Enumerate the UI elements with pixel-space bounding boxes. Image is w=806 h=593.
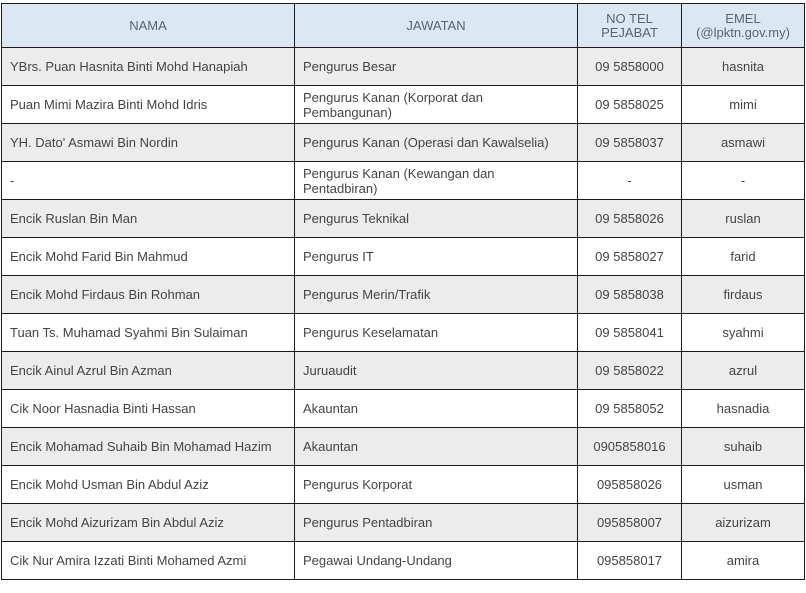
table-row [2,238,805,276]
cell-no-tel: 0905858016 [578,428,682,466]
cell-no-tel: 09 5858025 [578,86,682,124]
header-no-tel-line1: NO TEL [606,10,653,26]
table-row [2,466,805,504]
table-row [2,124,805,162]
cell-no-tel: 09 5858022 [578,352,682,390]
cell-jawatan: Pengurus Teknikal [295,200,578,238]
cell-jawatan: Pengurus Korporat [295,466,578,504]
cell-nama: Encik Ruslan Bin Man [2,200,295,238]
cell-no-tel: 09 5858041 [578,314,682,352]
table-row [2,314,805,352]
cell-jawatan: Pengurus Kanan (Korporat dan Pembangunan) [295,86,578,124]
cell-emel: - [682,162,805,200]
cell-nama: Encik Mohd Usman Bin Abdul Aziz [2,466,295,504]
cell-no-tel: - [578,162,682,200]
table-body [2,48,805,580]
cell-no-tel: 09 5858052 [578,390,682,428]
cell-nama: - [2,162,295,200]
cell-no-tel: 095858026 [578,466,682,504]
header-nama: NAMA [2,4,295,48]
header-emel-line1: EMEL [725,10,761,26]
header-emel [682,4,805,48]
table-row [2,352,805,390]
table-row [2,542,805,580]
cell-jawatan: Pengurus Merin/Trafik [295,276,578,314]
cell-emel: usman [682,466,805,504]
cell-emel: asmawi [682,124,805,162]
cell-jawatan: Juruaudit [295,352,578,390]
table-row [2,162,805,200]
cell-jawatan: Pengurus Keselamatan [295,314,578,352]
table-row [2,86,805,124]
cell-emel: mimi [682,86,805,124]
table-row [2,200,805,238]
cell-emel: aizurizam [682,504,805,542]
header-no-tel-line2: PEJABAT [601,24,658,40]
cell-no-tel: 09 5858027 [578,238,682,276]
cell-nama: Cik Noor Hasnadia Binti Hassan [2,390,295,428]
header-no-tel [578,4,682,48]
cell-no-tel: 09 5858037 [578,124,682,162]
cell-emel: amira [682,542,805,580]
table-row [2,428,805,466]
table-row [2,504,805,542]
cell-no-tel: 095858017 [578,542,682,580]
header-emel-line2: (@lpktn.gov.my) [696,24,790,40]
cell-emel: firdaus [682,276,805,314]
cell-emel: hasnadia [682,390,805,428]
cell-nama: Encik Ainul Azrul Bin Azman [2,352,295,390]
cell-emel: syahmi [682,314,805,352]
cell-emel: azrul [682,352,805,390]
cell-nama: Puan Mimi Mazira Binti Mohd Idris [2,86,295,124]
cell-nama: Tuan Ts. Muhamad Syahmi Bin Sulaiman [2,314,295,352]
cell-nama: Encik Mohd Firdaus Bin Rohman [2,276,295,314]
cell-nama: YH. Dato' Asmawi Bin Nordin [2,124,295,162]
cell-nama: Encik Mohamad Suhaib Bin Mohamad Hazim [2,428,295,466]
cell-nama: YBrs. Puan Hasnita Binti Mohd Hanapiah [2,48,295,86]
table-row [2,48,805,86]
cell-nama: Encik Mohd Aizurizam Bin Abdul Aziz [2,504,295,542]
cell-jawatan: Pengurus IT [295,238,578,276]
cell-emel: hasnita [682,48,805,86]
cell-jawatan: Pegawai Undang-Undang [295,542,578,580]
cell-emel: suhaib [682,428,805,466]
table-row [2,276,805,314]
cell-emel: ruslan [682,200,805,238]
table-header [2,4,805,48]
cell-no-tel: 09 5858026 [578,200,682,238]
cell-jawatan: Pengurus Kanan (Operasi dan Kawalselia) [295,124,578,162]
cell-no-tel: 095858007 [578,504,682,542]
header-row [2,4,805,48]
staff-directory [1,3,804,580]
cell-jawatan: Pengurus Pentadbiran [295,504,578,542]
cell-jawatan: Akauntan [295,390,578,428]
header-jawatan: JAWATAN [295,4,578,48]
cell-nama: Encik Mohd Farid Bin Mahmud [2,238,295,276]
cell-jawatan: Pengurus Kanan (Kewangan dan Pentadbiran) [295,162,578,200]
table-row [2,390,805,428]
cell-emel: farid [682,238,805,276]
cell-nama: Cik Nur Amira Izzati Binti Mohamed Azmi [2,542,295,580]
cell-jawatan: Pengurus Besar [295,48,578,86]
cell-no-tel: 09 5858000 [578,48,682,86]
cell-no-tel: 09 5858038 [578,276,682,314]
cell-jawatan: Akauntan [295,428,578,466]
staff-directory-table [1,3,805,580]
